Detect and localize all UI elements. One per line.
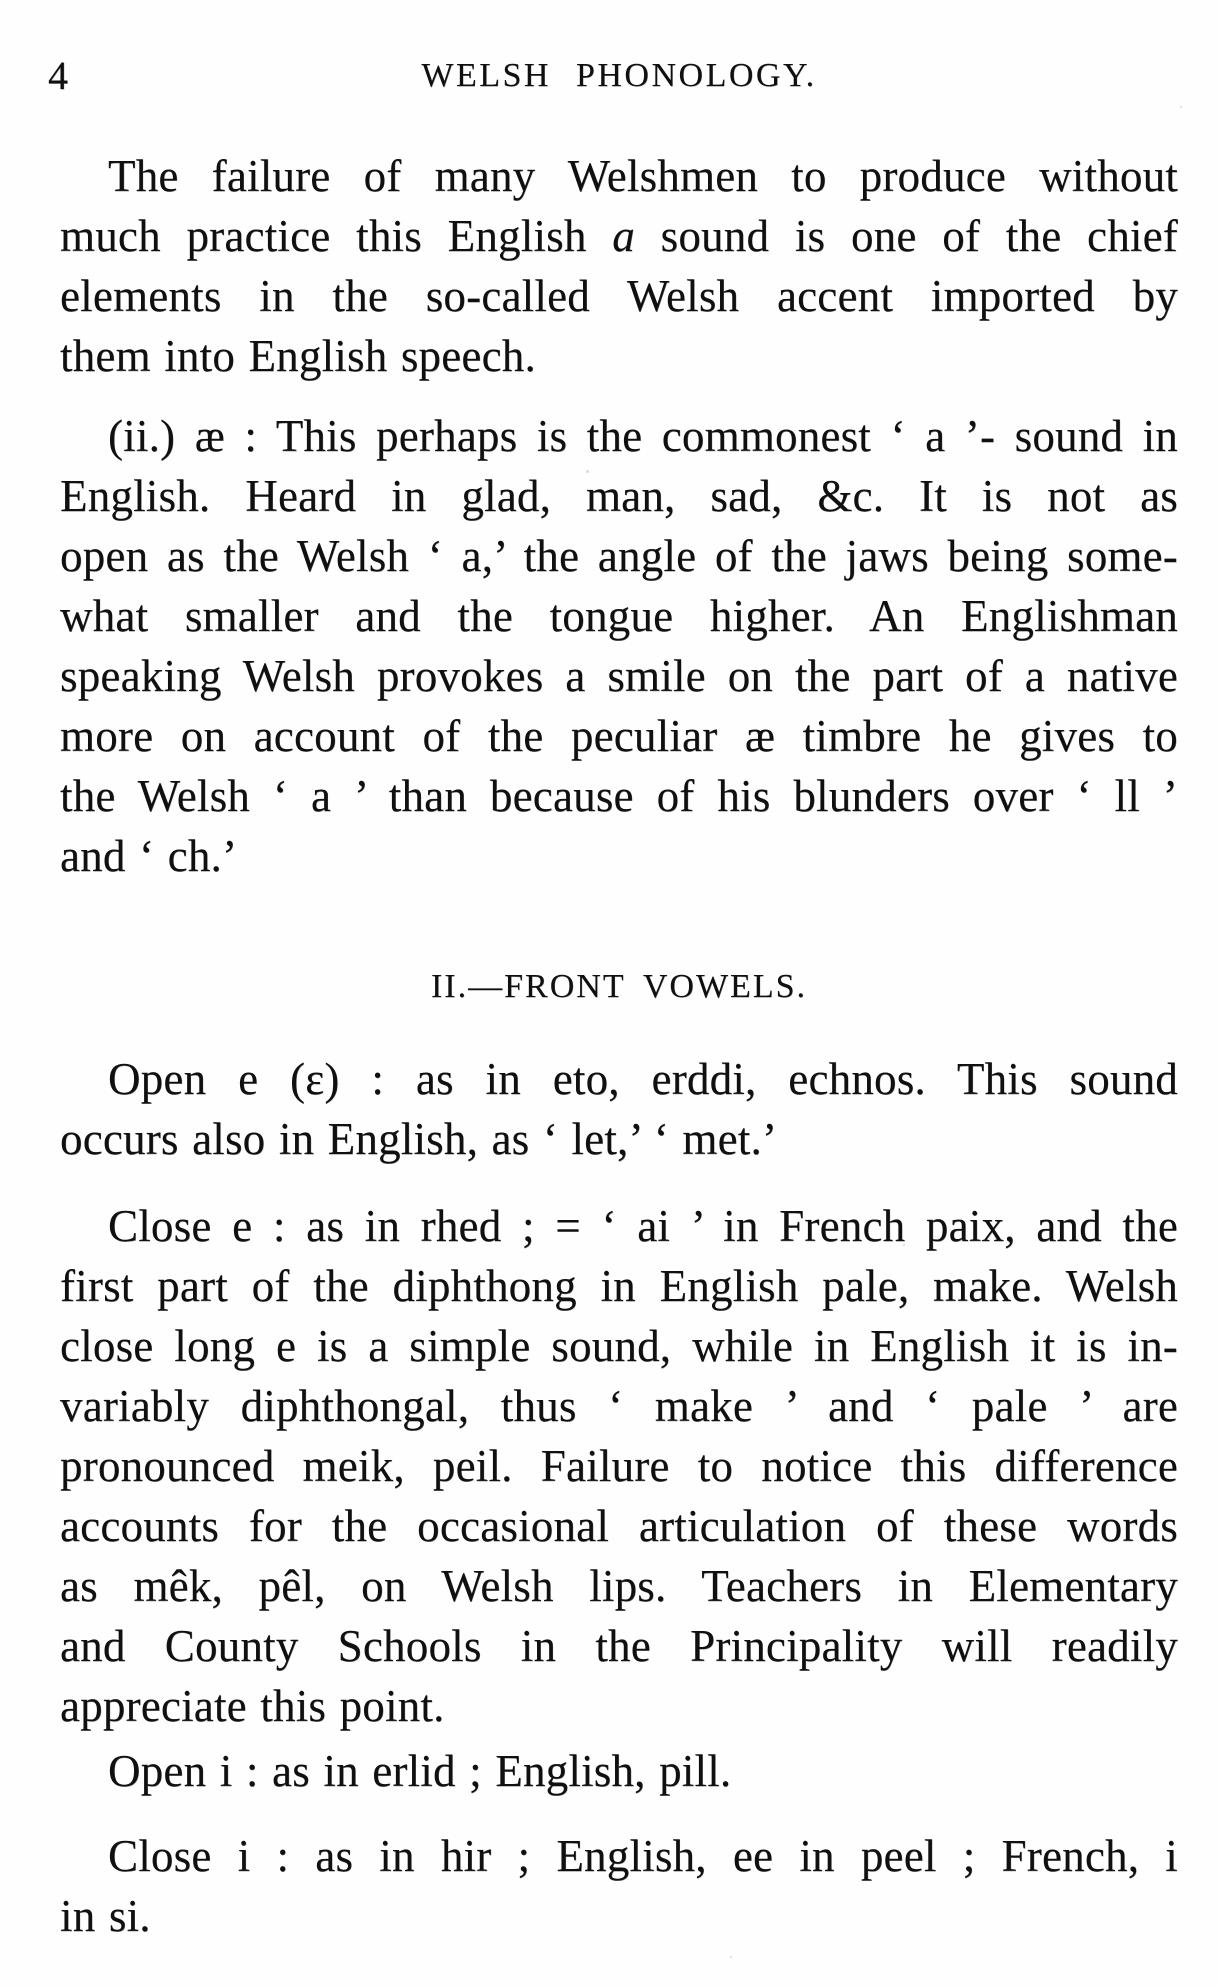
text-line: pronounced meik, peil. Failure to notice this difference <box>60 1441 1178 1491</box>
text-line: open as the Welsh ‘ a,’ the angle of the jaws being some- <box>60 531 1178 581</box>
page-number: 4 <box>48 53 68 98</box>
scan-speckle <box>730 1956 732 1958</box>
text-line: first part of the diphthong in English pale, make. Welsh <box>60 1261 1178 1311</box>
text-line: Open e (ε) : as in eto, erddi, echnos. This sound <box>108 1054 1178 1104</box>
page-header <box>48 53 1178 99</box>
scan-speckle <box>586 470 589 473</box>
text-line: as mêk, pêl, on Welsh lips. Teachers in Elementary <box>60 1561 1178 1611</box>
text-line: (ii.) æ : This perhaps is the commonest ‘ a ’- sound in <box>108 411 1178 461</box>
text-line: elements in the so-called Welsh accent imported by <box>60 271 1178 321</box>
text-line: what smaller and the tongue higher. An Englishman <box>60 591 1178 641</box>
text-line: them into English speech. <box>60 331 536 381</box>
text-line: The failure of many Welshmen to produce without <box>108 151 1178 201</box>
paragraph <box>60 146 1178 386</box>
text-line: more on account of the peculiar æ timbre he gives to <box>60 711 1178 761</box>
text-line: Open i : as in erlid ; English, pill. <box>108 1746 732 1796</box>
text-line: variably diphthongal, thus ‘ make ’ and ‘ pale ’ are <box>60 1381 1178 1431</box>
text-line: much practice this English a sound is one of the chief <box>60 211 1178 261</box>
paragraph <box>60 406 1178 886</box>
paragraph <box>60 1826 1178 1946</box>
text-line: English. Heard in glad, man, sad, &c. It is not as <box>60 471 1178 521</box>
paragraph <box>60 1049 1178 1169</box>
text-line: accounts for the occasional articulation of these words <box>60 1501 1178 1551</box>
text-line: close long e is a simple sound, while in English it is in- <box>60 1321 1178 1371</box>
paragraph <box>60 1196 1178 1736</box>
text-line: and County Schools in the Principality will readily <box>60 1621 1178 1671</box>
scan-speckle <box>1180 106 1182 108</box>
text-line: speaking Welsh provokes a smile on the part of a native <box>60 651 1178 701</box>
running-title: WELSH PHONOLOGY. <box>421 57 817 94</box>
text-column <box>60 146 1178 1946</box>
text-line: Close i : as in hir ; English, ee in peel ; French, i <box>108 1831 1178 1881</box>
text-line: appreciate this point. <box>60 1681 445 1731</box>
paragraph <box>60 1741 1178 1801</box>
section-heading: II.—FRONT VOWELS. <box>430 968 808 1005</box>
text-line: the Welsh ‘ a ’ than because of his blunders over ‘ ll ’ <box>60 771 1178 821</box>
text-line: occurs also in English, as ‘ let,’ ‘ met.’ <box>60 1114 778 1164</box>
text-line: Close e : as in rhed ; = ‘ ai ’ in French paix, and the <box>108 1201 1178 1251</box>
text-line: and ‘ ch.’ <box>60 831 238 881</box>
scan-speckle <box>903 1244 905 1246</box>
text-line: in si. <box>60 1891 151 1941</box>
